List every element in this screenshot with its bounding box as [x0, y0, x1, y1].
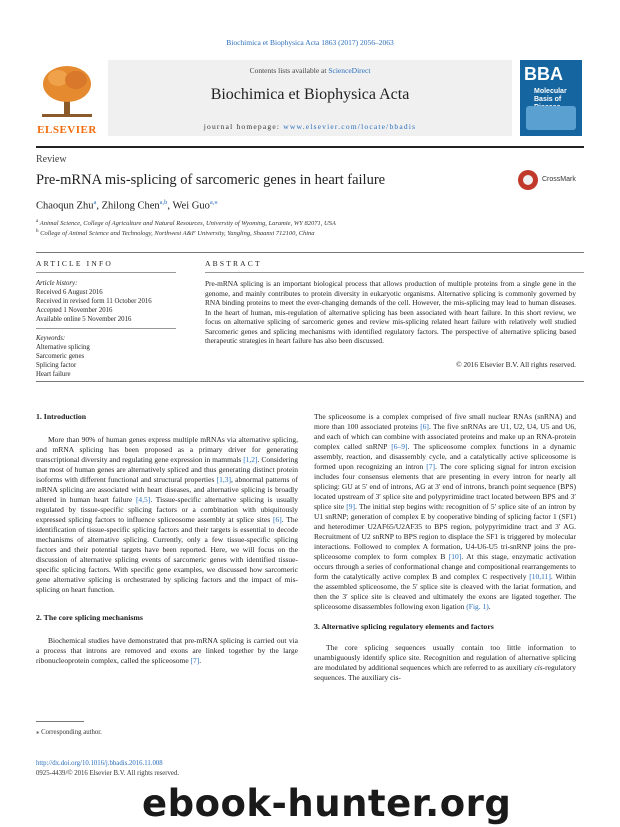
- section-heading: 1. Introduction: [36, 412, 87, 421]
- elsevier-tree-icon: [36, 60, 98, 122]
- section-heading: 2. The core splicing mechanisms: [36, 613, 143, 622]
- author-name: Wei Guo: [172, 200, 210, 212]
- affiliation: $^b$ College of Animal Science and Technology, Northwest A&F University, Yangling, Shaanxi 712100, China: [36, 229, 315, 238]
- doi-link[interactable]: http://dx.doi.org/10.1016/j.bbadis.2016.11.008: [36, 760, 163, 767]
- footnote: ⁎ Corresponding author.: [36, 729, 102, 736]
- abstract-heading: ABSTRACT: [205, 259, 262, 268]
- journal-homepage: [108, 122, 512, 131]
- abstract-copyright: © 2016 Elsevier B.V. All rights reserved.: [456, 360, 576, 369]
- left-column: [36, 412, 298, 666]
- citation-link[interactable]: [6–9]: [391, 442, 408, 451]
- citation-link[interactable]: [10,11]: [529, 572, 551, 581]
- keyword: Heart failure: [36, 371, 71, 378]
- paragraph: The spliceosome is a complex comprised of five small nuclear RNAs (snRNA) and more than 100 associated proteins [6]. The five snRNAs are U1, U2, U4, U5 and U6, and each of which can combine with associated proteins and make up an RNA-protein complex called snRNP [6–9]. The spliceosome complex functions in a dynamic assembly, reaction, and disassembly cycle, and a catalytically active spliceosome is formed upon recognizing an intron [7]. The core splicing signal for intron excision includes four consensus elements that are presenting in every intron for nearly all splicing: GU at 5′ end of introns, AG at 3′ end of introns, branch point sequence (BPS) located upstream of 3′ splice site and polypyrimidine tract located between BPS and 3′ splice site [9]. The initial step begins with: recognition of 5′ splice site of an intron by U1 snRNP; generation of complex E by cooperative binding of splicing factor 1 (SF1) and heterodimer U2AF65/U2AF35 to BPS region, polypyrimidine tract and 3′ AG. Recruitment of U2 snRNP to BPS region to displace the SF1 is triggered by molecular interactions. Followed to complex A formation, U4-U6-U5 tri-snRNP joins the pre-spliceosome complex to form complex B [10]. At this stage, enzymatic activation occurs through a series of conformational change and compositional rearrangements to form the catalytically active complex B and complex C respectively [10,11]. Within the assembled spliceosome, the 5′ splice site is cleaved with the lariat formation, and then the 3′ splice site is cleaved and ultimately the exons are ligated together. The spliceosome disassembles following exon ligation (Fig. 1).: [314, 412, 576, 611]
- article-history: [36, 279, 152, 324]
- history-item: Received 6 August 2016: [36, 289, 103, 296]
- history-label: Article history:: [36, 280, 78, 287]
- journal-cover[interactable]: [520, 60, 582, 136]
- footnote-rule: [36, 721, 84, 722]
- paragraph: More than 90% of human genes express multiple mRNAs via alternative splicing, and mRNA splicing has been proposed as a primary driver for generating transcriptional diversity and regulating gene expression in mammals [1,2]. Considering that most of human genes are alternatively spliced and thus generating distinct protein isoforms with different functional and structural properties [1,3], abnormal patterns of mRNA splicing are associated with heart diseases, and alternative splicing is broadly altered in human heart failure [4,5]. Tissue-specific alternative splicing is usually regulated by tissue-specific splicing factors or a combination with ubiquitously expressed splicing factors to influence spliceosome assembly at splice sites [6]. The identification of tissue-specific splicing factors and their targets is essential to decode mechanisms of alternative splicing. Currently, only a few tissue-specific splicing factors and their potential targets have been reported. Here, we will focus on the discussion of alternative splicing events of sarcomeric genes with identified tissue-specific splicing factors. With specific gene examples, we discussed how sarcomeric gene alternative splicing is orchestrated by splicing factors and the impact of mis-splicing on heart function.: [36, 435, 298, 594]
- citation-link[interactable]: [9]: [346, 502, 356, 511]
- section-rule: [36, 381, 584, 382]
- journal-header-center: [108, 60, 512, 136]
- author-name: Zhilong Chen: [101, 200, 160, 212]
- article-info-heading: ARTICLE INFO: [36, 259, 113, 268]
- author-affiliation-link[interactable]: a,⁎: [209, 199, 218, 206]
- crossmark-icon: [518, 170, 538, 190]
- cover-image: [526, 106, 576, 130]
- article-type: Review: [36, 154, 67, 165]
- elsevier-logo: [36, 60, 98, 136]
- issn-line: 0925-4439/© 2016 Elsevier B.V. All rights reserved.: [36, 770, 180, 777]
- paragraph: The core splicing sequences usually contain too little information to unambiguously identify splice site. Recognition and regulation of alternative splicing are modulated by additional sequences which are referred to as auxiliary cis-regulatory sequences. The auxiliary cis-: [314, 643, 576, 682]
- author-affiliation-link[interactable]: a,b: [159, 199, 168, 206]
- citation-link[interactable]: [10]: [448, 552, 462, 561]
- watermark: ebook-hunter.org: [142, 782, 512, 825]
- keywords-label: Keywords:: [36, 335, 66, 342]
- header-rule: [36, 146, 584, 148]
- publisher-name: ELSEVIER: [37, 124, 97, 136]
- paper-title: Pre-mRNA mis-splicing of sarcomeric genes in heart failure: [36, 172, 386, 188]
- homepage-prefix: journal homepage:: [203, 122, 281, 131]
- info-rule: [36, 272, 176, 273]
- contents-line: [108, 66, 512, 75]
- citation-link[interactable]: [1,2]: [243, 455, 258, 464]
- abstract-rule: [205, 272, 584, 273]
- keyword: Sarcomeric genes: [36, 353, 85, 360]
- citation-link[interactable]: [7]: [426, 462, 436, 471]
- abstract-text: Pre-mRNA splicing is an important biological process that allows production of multiple proteins from a single gene in the genome, and mainly contributes to protein diversity in eukaryotic organisms. Alternative splicing is commonly governed by RNA binding proteins to meet the ever-changing demands of the cell. However, the mis-splicing may lead to human diseases. In the heart of human, mis-regulation of alternative splicing has been associated with heart failure. In this short review, we focus on alternative splicing of sarcomeric genes and review mis-splicing related heart failure with relatively well studied Sarcomeric genes and splicing mechanisms with identified regulatory factors. The perspective of alternative splicing based therapeutic strategies in heart failure has also been discussed.: [205, 279, 576, 345]
- crossmark-label: CrossMark: [542, 176, 576, 183]
- author-name: Chaoqun Zhu: [36, 200, 94, 212]
- section-rule: [36, 252, 584, 253]
- citation-link[interactable]: [6]: [420, 422, 429, 431]
- sciencedirect-link[interactable]: ScienceDirect: [328, 66, 371, 75]
- history-item: Received in revised form 11 October 2016: [36, 298, 152, 305]
- affiliation: $^a$ Animal Science, College of Agriculture and Natural Resources, University of Wyoming, Laramie, WY 82071, USA: [36, 219, 336, 228]
- keywords: [36, 334, 90, 379]
- citation-link[interactable]: [7]: [190, 656, 200, 665]
- author-affiliation-link[interactable]: a: [93, 199, 97, 206]
- cover-title: BBA: [524, 64, 563, 84]
- journal-citation[interactable]: Biochimica et Biophysica Acta 1863 (2017) 2056–2063: [226, 38, 394, 47]
- citation-link[interactable]: [1,3]: [216, 475, 232, 484]
- keyword: Splicing factor: [36, 362, 77, 369]
- history-item: Available online 5 November 2016: [36, 316, 132, 323]
- history-item: Accepted 1 November 2016: [36, 307, 113, 314]
- info-rule: [36, 328, 176, 329]
- crossmark-button[interactable]: [518, 170, 588, 192]
- paragraph: Biochemical studies have demonstrated that pre-mRNA splicing is carried out via a process that introns are removed and exons are linked together by the large ribonucleoprotein complex, called the spliceosome [7].: [36, 636, 298, 665]
- journal-title: Biochimica et Biophysica Acta: [210, 86, 410, 103]
- right-column: [314, 412, 576, 683]
- homepage-link[interactable]: www.elsevier.com/locate/bbadis: [283, 122, 417, 131]
- cover-subtitle: Molecular Basis of: [534, 88, 567, 103]
- citation-link[interactable]: [6]: [273, 515, 282, 524]
- contents-prefix: Contents lists available at: [249, 66, 327, 75]
- journal-header: [36, 60, 584, 140]
- author-list: Chaoqun Zhu$^a$, Zhilong Chen$^{a,b}$, Wei Guo$^{a,⁎}$: [36, 199, 218, 212]
- figure-link[interactable]: (Fig. 1): [466, 602, 489, 611]
- section-heading: 3. Alternative splicing regulatory elements and factors: [314, 622, 494, 631]
- citation-link[interactable]: [4,5]: [135, 495, 151, 504]
- keyword: Alternative splicing: [36, 344, 90, 351]
